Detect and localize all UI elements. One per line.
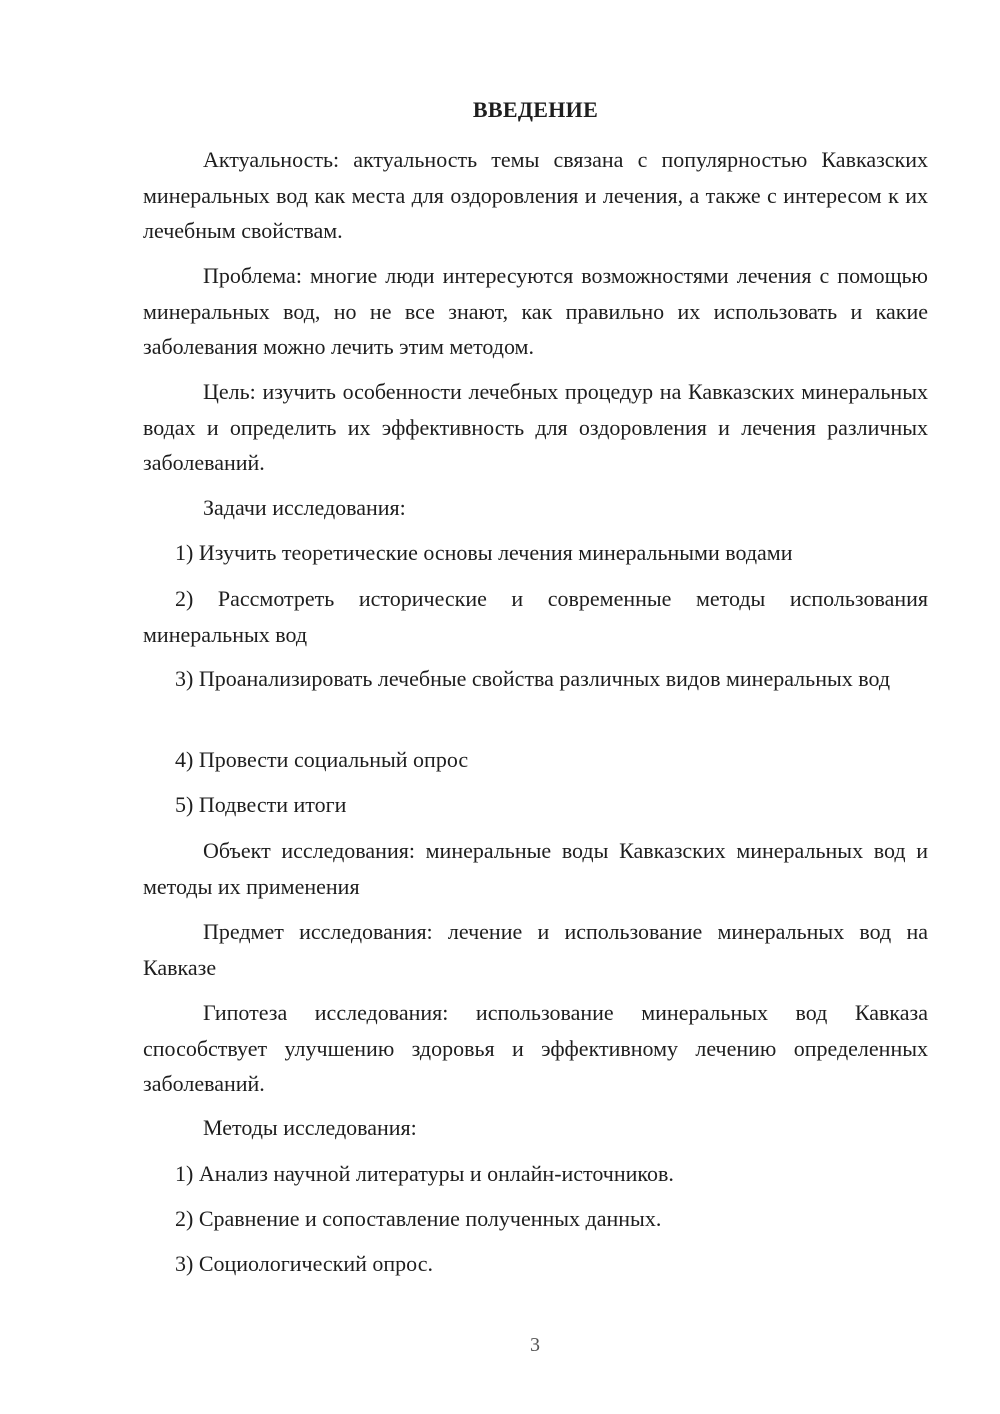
task-item-2: 2) Рассмотреть исторические и современные методы использования минеральных вод bbox=[143, 586, 928, 647]
task-item-5: 5) Подвести итоги bbox=[175, 792, 347, 817]
subject-paragraph: Предмет исследования: лечение и использование минеральных вод на Кавказе bbox=[143, 919, 928, 980]
problem-paragraph: Проблема: многие люди интересуются возможностями лечения с помощью минеральных вод, но не все знают, как правильно их использовать и какие заболевания можно лечить этим методом. bbox=[143, 263, 928, 359]
task-item-4: 4) Провести социальный опрос bbox=[175, 747, 469, 772]
goal-paragraph: Цель: изучить особенности лечебных процедур на Кавказских минеральных водах и определить их эффективность для оздоровления и лечения различных заболеваний. bbox=[143, 379, 928, 475]
page-number: 3 bbox=[530, 1334, 540, 1356]
task-item-3: 3) Проанализировать лечебные свойства различных видов минеральных вод bbox=[175, 666, 891, 691]
hypothesis-paragraph: Гипотеза исследования: использование минеральных вод Кавказа способствует улучшению здоровья и эффективному лечению определенных заболеваний. bbox=[143, 1000, 928, 1096]
method-item-2: 2) Сравнение и сопоставление полученных данных. bbox=[175, 1206, 662, 1231]
method-item-3: 3) Социологический опрос. bbox=[175, 1251, 433, 1276]
object-paragraph: Объект исследования: минеральные воды Кавказских минеральных вод и методы их применения bbox=[143, 838, 928, 899]
tasks-title: Задачи исследования: bbox=[203, 495, 406, 520]
section-heading: ВВЕДЕНИЕ bbox=[472, 97, 599, 122]
methods-title: Методы исследования: bbox=[203, 1115, 417, 1140]
method-item-1: 1) Анализ научной литературы и онлайн-источников. bbox=[175, 1161, 674, 1186]
task-item-1: 1) Изучить теоретические основы лечения минеральными водами bbox=[175, 540, 793, 565]
relevance-paragraph: Актуальность: актуальность темы связана с популярностью Кавказских минеральных вод как места для оздоровления и лечения, а также с интересом к их лечебным свойствам. bbox=[143, 147, 928, 243]
